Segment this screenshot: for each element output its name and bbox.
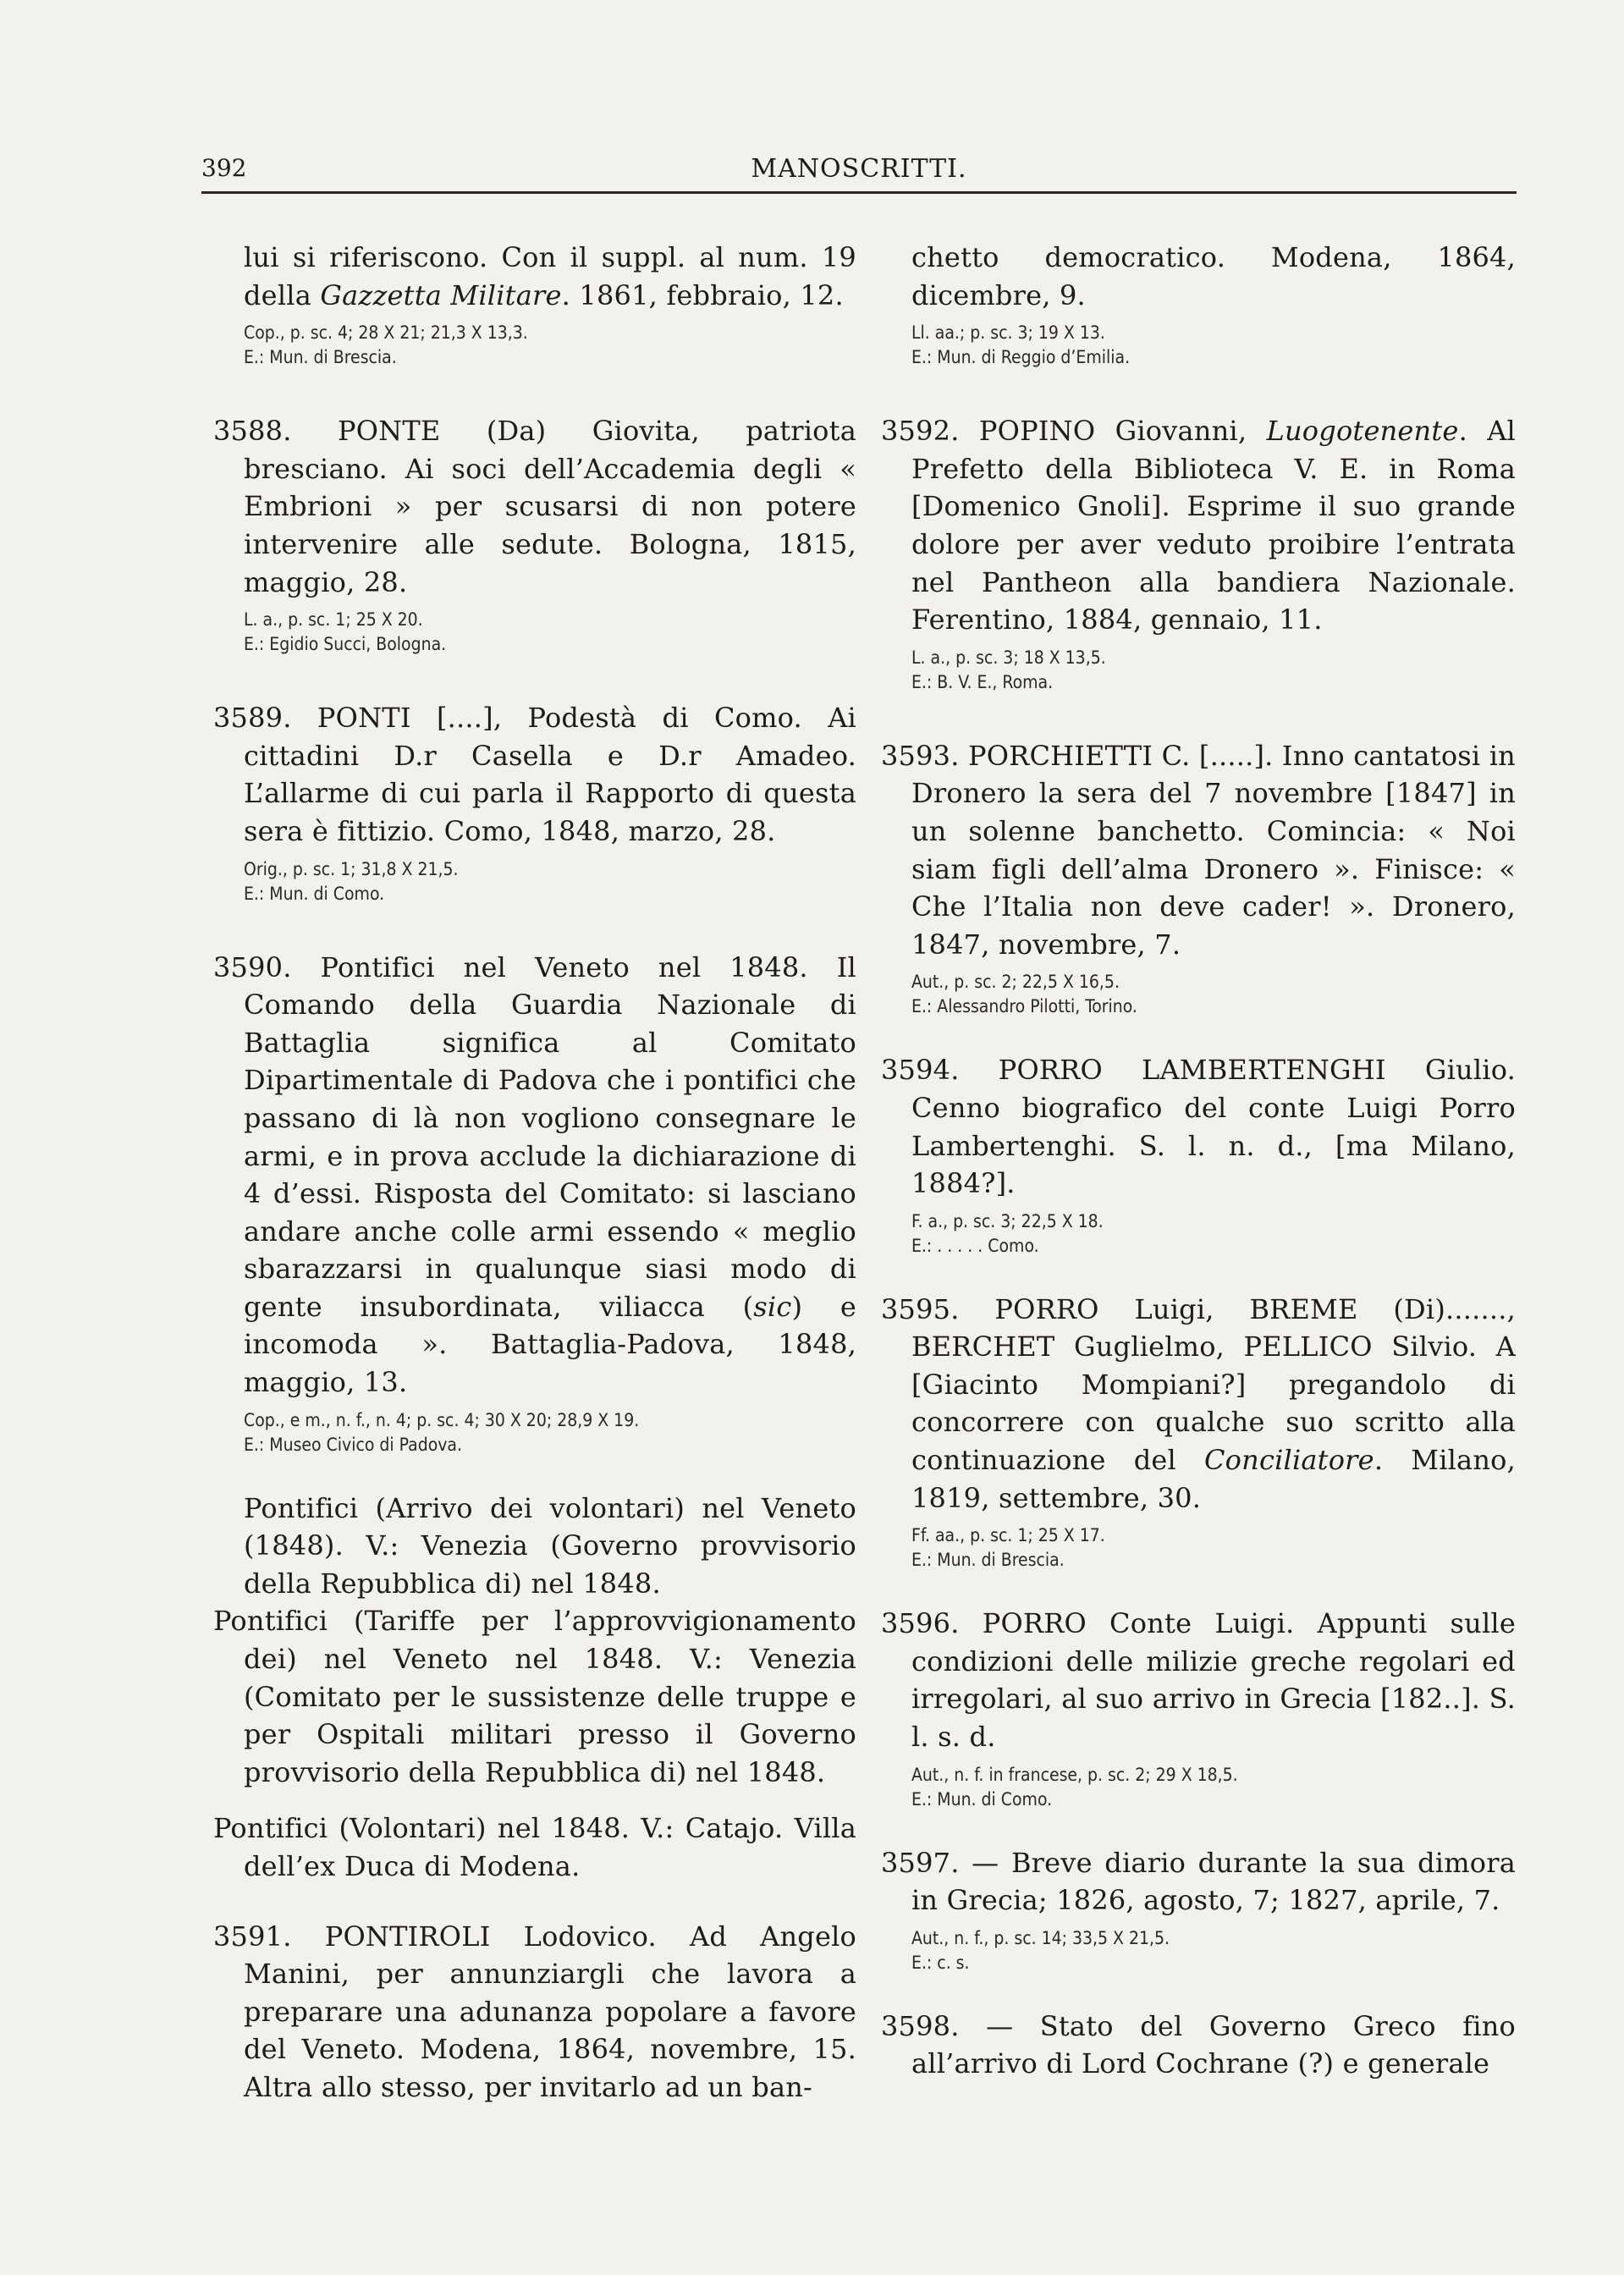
entry-text: 3592. POPINO Giovanni, Luogotenente. Al Prefetto della Biblioteca V. E. in Roma [Domenico Gnoli]. Esprime il suo grande dolore per aver veduto proibire l’entrata nel Pantheon alla bandiera Nazionale. Ferentino, 1884, gennaio, 11. — [881, 415, 1516, 636]
entry-location: E.: Egidio Succi, Bologna. — [244, 634, 447, 655]
entry-text: 3596. PORRO Conte Luigi. Appunti sulle condizioni delle milizie greche regolari ed irregolari, al suo arrivo in Grecia [182..]. S. l. s. d. — [881, 1607, 1516, 1754]
entry-text: 3591. PONTIROLI Lodovico. Ad Angelo Manini, per annunziargli che lavora a preparare una adunanza popolare a favore del Veneto. Modena, 1864, novembre, 15. Altra allo stesso, per invitarlo ad un ban- — [213, 1920, 856, 2103]
entry-3595 — [881, 1291, 1516, 1573]
entry-3598 — [881, 2008, 1516, 2083]
entry-text: 3598. — Stato del Governo Greco fino all’arrivo di Lord Cochrane (?) e generale — [881, 2009, 1516, 2080]
entry-location: E.: Mun. di Como. — [244, 883, 385, 904]
entry-3591-continued — [881, 239, 1516, 370]
entry-3594 — [881, 1051, 1516, 1258]
page-header — [201, 149, 1517, 194]
entry-text: 3590. Pontifici nel Veneto nel 1848. Il Comando della Guardia Nazionale di Battaglia significa al Comitato Dipartimentale di Padova che i pontifici che passano di là non vogliono consegnare le armi, e in prova acclude la dichiarazione di 4 d’essi. Risposta del Comitato: si lasciano andare anche colle armi essendo « meglio sbarazzarsi in qualunque siasi modo di gente insubordinata, viliacca (sic) e incomoda ». Battaglia-Padova, 1848, maggio, 13. — [213, 950, 857, 1399]
entry-3592 — [881, 412, 1516, 695]
entry-description: Cop., p. sc. 4; 28 X 21; 21,3 X 13,3. — [244, 322, 528, 344]
entry-description: Cop., e m., n. f., n. 4; p. sc. 4; 30 X 20; 28,9 X 19. — [244, 1409, 640, 1430]
entry-location: E.: . . . . . Como. — [911, 1235, 1039, 1256]
entry-text: lui si riferiscono. Con il suppl. al num. 19 della Gazzetta Militare. 1861, febbraio, 12. — [244, 241, 856, 311]
cross-reference: Pontifici (Volontari) nel 1848. V.: Catajo. Villa dell’ex Duca di Modena. — [213, 1812, 856, 1882]
cross-reference: Pontifici (Tariffe per l’approvvigionamento dei) nel Veneto nel 1848. V.: Venezia (Comitato per le sussistenze delle truppe e per Ospitali militari presso il Governo provvisorio della Repubblica di) nel 1848. — [213, 1605, 856, 1788]
entry-location: E.: B. V. E., Roma. — [911, 671, 1054, 692]
entry-description: Orig., p. sc. 1; 31,8 X 21,5. — [244, 858, 459, 879]
entry-description: Ll. aa.; p. sc. 3; 19 X 13. — [911, 322, 1105, 344]
right-column — [881, 239, 1516, 2083]
entry-location: E.: Mun. di Brescia. — [244, 347, 397, 368]
entry-location: E.: Museo Civico di Padova. — [244, 1434, 462, 1455]
entry-continuation — [213, 239, 856, 370]
entry-description: L. a., p. sc. 1; 25 X 20. — [244, 609, 423, 631]
cross-reference: Pontifici (Arrivo dei volontari) nel Veneto (1848). V.: Venezia (Governo provvisorio della Repubblica di) nel 1848. — [244, 1491, 856, 1600]
entry-description: Ff. aa., p. sc. 1; 25 X 17. — [911, 1525, 1105, 1546]
entry-location: E.: c. s. — [911, 1952, 970, 1973]
entry-location: E.: Mun. di Reggio d’Emilia. — [911, 347, 1131, 368]
entry-3588 — [213, 412, 856, 657]
page-number: 392 — [201, 154, 247, 182]
entry-location: E.: Mun. di Como. — [911, 1788, 1053, 1810]
entry-text: 3588. PONTE (Da) Giovita, patriota bresciano. Ai soci dell’Accademia degli « Embrioni » per scusarsi di non potere intervenire alle sedute. Bologna, 1815, maggio, 28. — [213, 415, 856, 598]
entry-location: E.: Mun. di Brescia. — [911, 1550, 1065, 1571]
entry-description: Aut., n. f. in francese, p. sc. 2; 29 X 18,5. — [911, 1764, 1238, 1785]
left-column — [213, 239, 856, 2107]
entry-text: chetto democratico. Modena, 1864, dicembre, 9. — [911, 241, 1516, 311]
entry-description: F. a., p. sc. 3; 22,5 X 18. — [911, 1210, 1104, 1231]
entry-description: Aut., p. sc. 2; 22,5 X 16,5. — [911, 972, 1120, 993]
entry-3597 — [881, 1844, 1516, 1975]
entry-text: 3589. PONTI [....], Podestà di Como. Ai cittadini D.r Casella e D.r Amadeo. L’allarme di cui parla il Rapporto di questa sera è fittizio. Como, 1848, marzo, 28. — [213, 702, 856, 847]
entry-text: 3595. PORRO Luigi, BREME (Di)......., BERCHET Guglielmo, PELLICO Silvio. A [Giacinto Mompiani?] pregandolo di concorrere con qualche suo scritto alla continuazione del Conciliatore. Milano, 1819, settembre, 30. — [881, 1292, 1516, 1514]
entry-text: 3593. PORCHIETTI C. [.....]. Inno cantatosi in Dronero la sera del 7 novembre [1847] in un solenne banchetto. Comincia: « Noi siam figli dell’alma Dronero ». Finisce: « Che l’Italia non deve cader! ». Dronero, 1847, novembre, 7. — [881, 739, 1516, 961]
entry-location: E.: Alessandro Pilotti, Torino. — [911, 996, 1137, 1017]
entry-3596 — [881, 1605, 1516, 1811]
running-title: MANOSCRITTI. — [751, 154, 967, 184]
entry-3590 — [213, 949, 856, 1457]
entry-3591 — [213, 1918, 856, 2107]
entry-3593 — [881, 737, 1516, 1020]
entry-3589 — [213, 699, 856, 906]
entry-text: 3597. — Breve diario durante la sua dimora in Grecia; 1826, agosto, 7; 1827, aprile, 7. — [881, 1846, 1516, 1917]
entry-description: L. a., p. sc. 3; 18 X 13,5. — [911, 647, 1106, 668]
entry-text: 3594. PORRO LAMBERTENGHI Giulio. Cenno biografico del conte Luigi Porro Lambertenghi. S. l. n. d., [ma Milano, 1884?]. — [881, 1054, 1516, 1200]
entry-description: Aut., n. f., p. sc. 14; 33,5 X 21,5. — [911, 1927, 1170, 1948]
